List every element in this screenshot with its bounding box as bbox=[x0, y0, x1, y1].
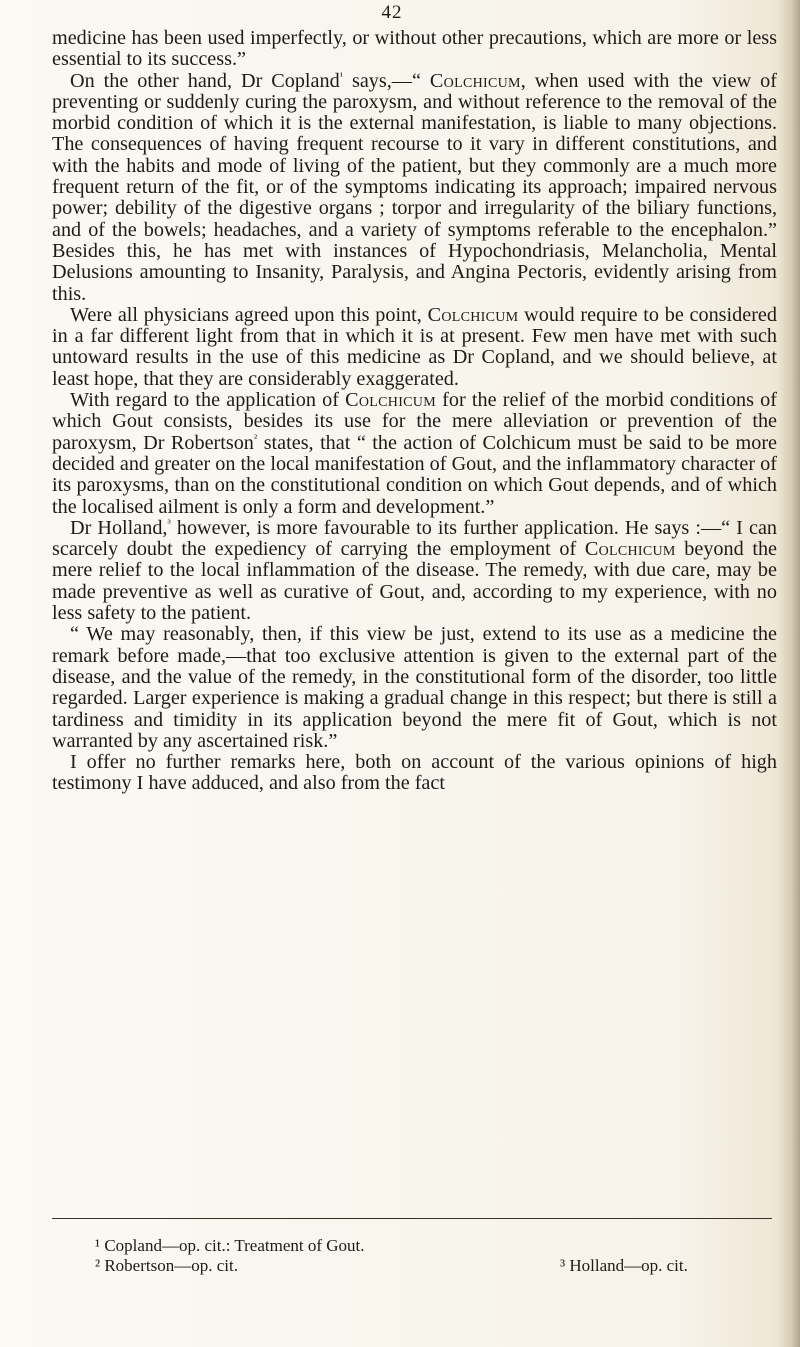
paragraph-6: “ We may reasonably, then, if this view be just, extend to its use as a medicine the remark before made,—that too exclusive attention is given to the external part of the disease, and the value of the remedy, in the constitutional form of the disorder, too little regarded. Larger experience is making a gradual change in this respect; but there is still a tardiness and timidity in its application beyond the mere fit of Gout, which is not warranted by any ascertained risk.” bbox=[52, 623, 777, 752]
page-edge-shadow bbox=[778, 0, 800, 1347]
footnote-2: ² Robertson—op. cit. bbox=[95, 1256, 238, 1275]
paragraph-4: With regard to the application of Colchicum for the relief of the morbid conditions of which Gout consists, besides its use for the mere alleviation or prevention of the paroxysm, Dr Robertson$^{^2}$ states, that “ the action of Colchicum must be said to be more decided and greater on the local manifestation of Gout, and the inflammatory character of its paroxysms, than on the constitutional condition on which Gout depends, and of which the localised ailment is only a form and development.” bbox=[52, 389, 777, 518]
page-number: 42 bbox=[381, 2, 403, 23]
footnote-1: ¹ Copland—op. cit.: Treatment of Gout. bbox=[95, 1236, 365, 1255]
paragraph-2: On the other hand, Dr Copland$^{^1}$ says,—“ Colchicum, when used with the view of preventing or suddenly curing the paroxysm, and without reference to the removal of the morbid condition of which it is the external manifestation, is liable to many objections. The consequences of having frequent recourse to it vary in different constitutions, and with the habits and mode of living of the patient, but they commonly are a much more frequent return of the fit, or of the symptoms indicating its approach; impaired nervous power; debility of the digestive organs ; torpor and irregularity of the biliary functions, and of the bowels; headaches, and a variety of symptoms referable to the encephalon.” Besides this, he has met with instances of Hypochondriasis, Melancholia, Mental Delusions amounting to Insanity, Paralysis, and Angina Pectoris, evidently arising from this. bbox=[52, 69, 777, 305]
paragraph-3: Were all physicians agreed upon this point, Colchicum would require to be considered in a far different light from that in which it is at present. Few men have met with such untoward results in the use of this medicine as Dr Copland, and we should believe, at least hope, that they are considerably exaggerated. bbox=[52, 303, 777, 390]
paragraph-1: medicine has been used imperfectly, or without other precautions, which are more or less essential to its success.” bbox=[52, 27, 777, 71]
paragraph-5: Dr Holland,$^{^3}$ however, is more favourable to its further application. He says :—“ I can scarcely doubt the expediency of carrying the employment of Colchicum beyond the mere relief to the local inflammation of the disease. The remedy, with due care, may be made preventive as well as curative of Gout, and, according to my experience, with no less safety to the patient. bbox=[52, 516, 778, 625]
body-text bbox=[52, 28, 777, 795]
paragraph-7: I offer no further remarks here, both on account of the various opinions of high testimony I have adduced, and also from the fact bbox=[52, 751, 777, 795]
footnote-divider bbox=[52, 1218, 772, 1219]
footnote-3: ³ Holland—op. cit. bbox=[560, 1256, 688, 1275]
